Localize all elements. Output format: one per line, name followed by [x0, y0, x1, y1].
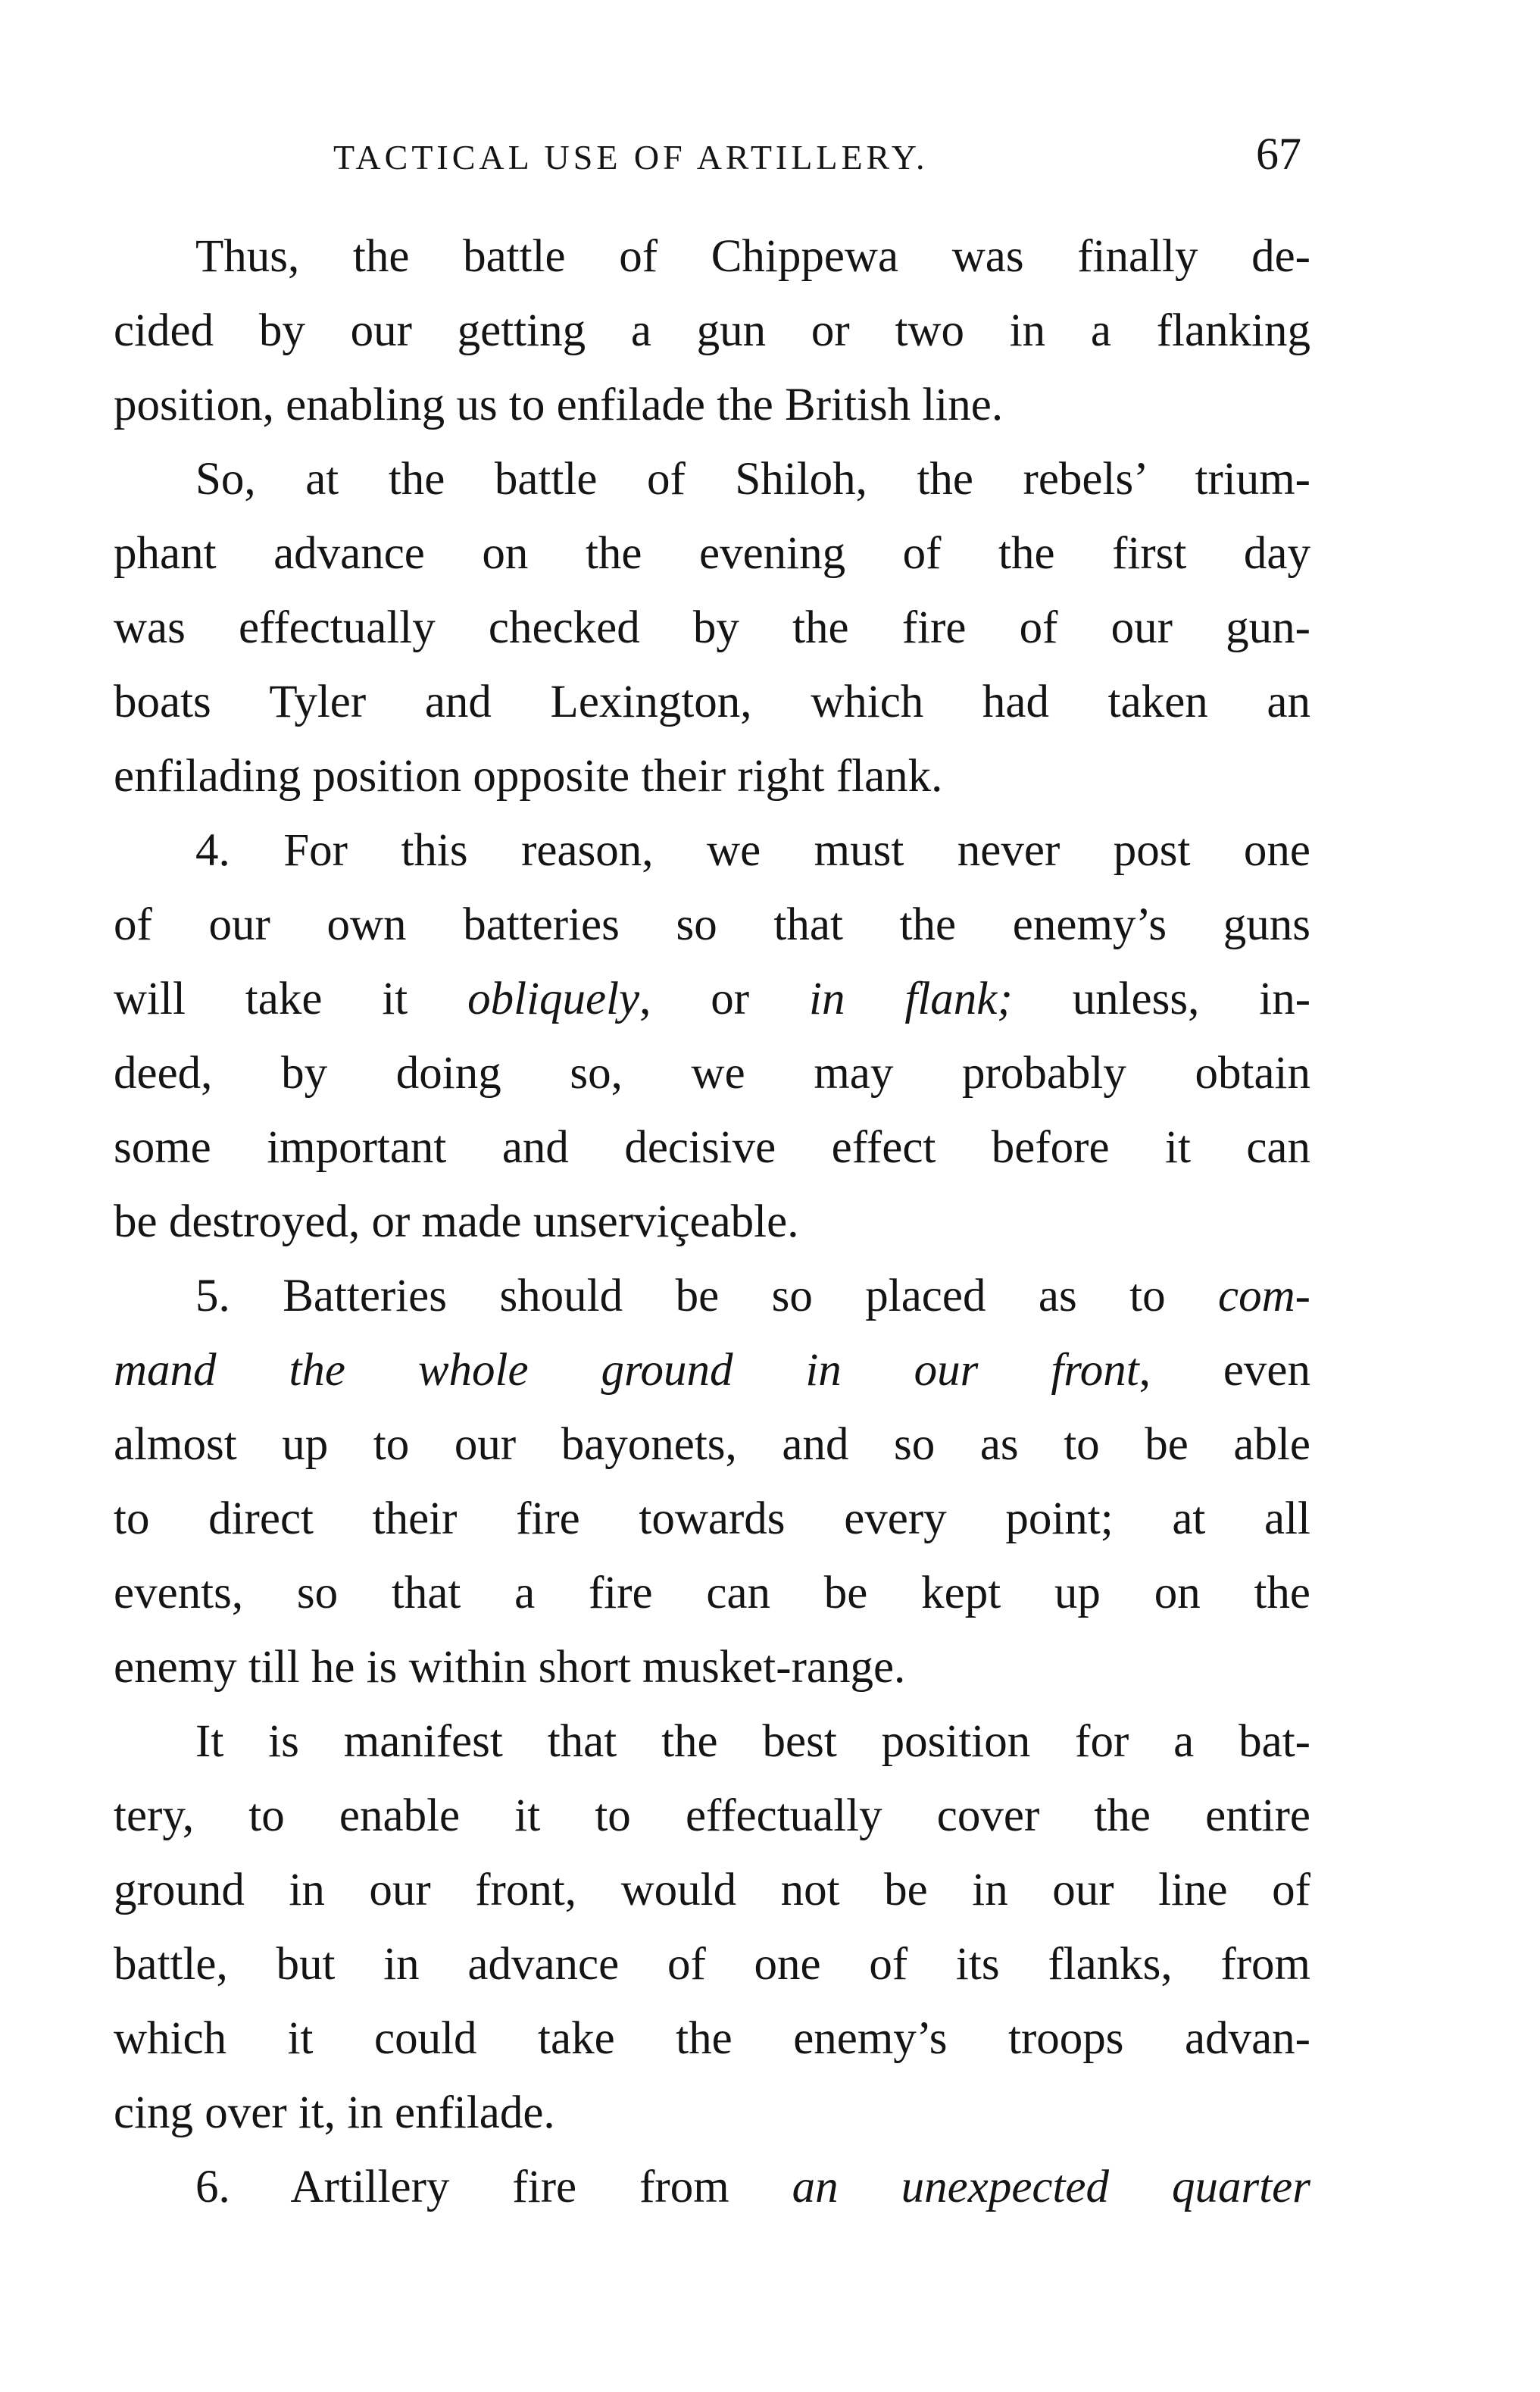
text-run: some important and decisive effect before it can — [114, 1122, 1310, 1173]
text-run: Thus, the battle of Chippewa was finally de- — [195, 231, 1310, 282]
text-run: cing over it, in enfilade. — [114, 2087, 555, 2138]
text-line — [114, 1037, 1310, 1111]
text-line — [114, 517, 1310, 591]
text-run: 4. For this reason, we must never post one — [195, 825, 1310, 876]
text-line — [114, 1185, 1310, 1259]
text-line — [114, 294, 1310, 368]
text-line — [114, 665, 1310, 739]
text-run: be destroyed, or made unserviçeable. — [114, 1196, 799, 1247]
text-line — [114, 1259, 1310, 1334]
text-run: events, so that a fire can be kept up on the — [114, 1568, 1310, 1618]
text-run: boats Tyler and Lexington, which had taken an — [114, 677, 1310, 727]
text-run: deed, by doing so, we may probably obtain — [114, 1048, 1310, 1099]
text-run: So, at the battle of Shiloh, the rebels’ trium- — [195, 454, 1310, 505]
text-run: , or — [639, 974, 810, 1024]
text-run: battle, but in advance of one of its flanks, from — [114, 1939, 1310, 1990]
text-run: , even — [1139, 1345, 1310, 1396]
text-run: It is manifest that the best position for a bat- — [195, 1716, 1310, 1767]
text-line — [114, 2150, 1310, 2225]
text-line — [114, 962, 1310, 1037]
text-line — [114, 220, 1310, 294]
text-line — [114, 2002, 1310, 2076]
italic-text: com- — [1218, 1271, 1310, 1321]
text-run: was effectually checked by the fire of our gun- — [114, 602, 1310, 653]
text-run: position, enabling us to enfilade the British line. — [114, 380, 1004, 430]
text-line — [114, 1111, 1310, 1185]
text-run: tery, to enable it to effectually cover the entire — [114, 1790, 1310, 1841]
text-line — [114, 814, 1310, 888]
text-line — [114, 1779, 1310, 1853]
text-run: will take it — [114, 974, 468, 1024]
text-run: unless, in- — [1012, 974, 1311, 1024]
text-run: which it could take the enemy’s troops advan- — [114, 2013, 1310, 2064]
text-line — [114, 2076, 1310, 2150]
italic-text: obliquely — [467, 974, 640, 1024]
running-head: TACTICAL USE OF ARTILLERY. — [333, 138, 929, 177]
text-line — [114, 1631, 1310, 1705]
text-run: almost up to our bayonets, and so as to be able — [114, 1419, 1310, 1470]
italic-text: in flank; — [809, 974, 1013, 1024]
page-header — [114, 127, 1310, 195]
text-run: 5. Batteries should be so placed as to — [195, 1271, 1219, 1321]
italic-text: an unexpected quarter — [792, 2162, 1310, 2212]
text-run: phant advance on the evening of the first day — [114, 528, 1310, 579]
text-run: enfilading position opposite their right flank. — [114, 751, 943, 802]
text-line — [114, 1408, 1310, 1482]
text-line — [114, 1928, 1310, 2002]
text-line — [114, 888, 1310, 962]
text-run: to direct their fire towards every point; at all — [114, 1493, 1310, 1544]
text-line — [114, 739, 1310, 814]
text-line — [114, 591, 1310, 665]
text-line — [114, 442, 1310, 517]
italic-text: mand the whole ground in our front — [114, 1345, 1139, 1396]
text-run: enemy till he is within short musket-range. — [114, 1642, 906, 1693]
text-line — [114, 1334, 1310, 1408]
text-line — [114, 1556, 1310, 1631]
text-run: cided by our getting a gun or two in a flanking — [114, 305, 1310, 356]
text-line — [114, 1853, 1310, 1928]
text-run: ground in our front, would not be in our line of — [114, 1865, 1310, 1915]
page-number: 67 — [1256, 129, 1301, 179]
text-line — [114, 1705, 1310, 1779]
text-run: of our own batteries so that the enemy’s guns — [114, 899, 1310, 950]
text-run: 6. Artillery fire from — [195, 2162, 792, 2212]
text-line — [114, 368, 1310, 442]
text-line — [114, 1482, 1310, 1556]
page-body-text — [114, 220, 1310, 2225]
